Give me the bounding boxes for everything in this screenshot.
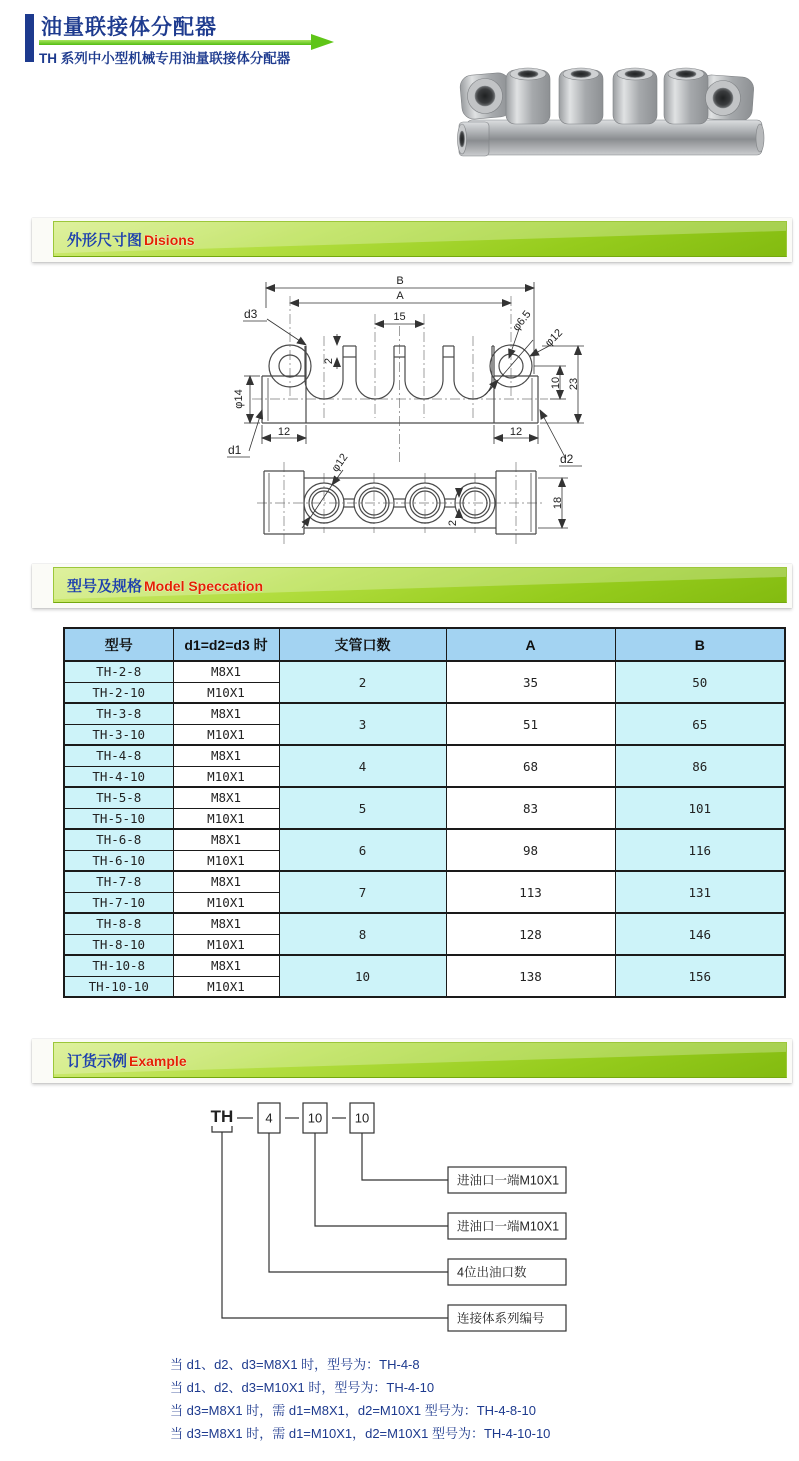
note-line: 当 d3=M8X1 时，需 d1=M10X1，d2=M10X1 型号为：TH-4-10-10	[170, 1426, 551, 1441]
table-row	[64, 661, 785, 682]
order-label-inlet-1: 进油口一端M10X1	[457, 1219, 560, 1234]
section-banner-models	[32, 564, 792, 608]
dimension-drawing	[222, 266, 600, 562]
table-header-row	[64, 628, 785, 661]
cell-thread: M8X1	[173, 703, 279, 724]
cell-thread: M10X1	[173, 976, 279, 997]
cell-a: 68	[446, 745, 615, 787]
section-title-zh: 订货示例	[67, 1053, 128, 1070]
table-row	[64, 703, 785, 724]
section-title-en: Example	[129, 1053, 187, 1069]
cell-model: TH-3-8	[64, 703, 173, 724]
cell-thread: M10X1	[173, 934, 279, 955]
cell-model: TH-4-8	[64, 745, 173, 766]
cell-a: 98	[446, 829, 615, 871]
order-code-2: 10	[307, 1110, 323, 1126]
cell-b: 50	[615, 661, 785, 703]
dim-label-12-right: 12	[509, 426, 523, 438]
cell-model: TH-10-10	[64, 976, 173, 997]
cell-thread: M10X1	[173, 724, 279, 745]
dim-label-d3: d3	[244, 307, 258, 321]
order-label-outlets: 4位出油口数	[457, 1265, 527, 1280]
page-subtitle: TH 系列中小型机械专用油量联接体分配器	[39, 51, 291, 66]
order-label-inlet-2: 进油口一端M10X1	[457, 1173, 560, 1188]
dim-label-A: A	[396, 290, 404, 302]
page-title: 油量联接体分配器	[41, 16, 217, 39]
cell-model: TH-10-8	[64, 955, 173, 976]
cell-b: 131	[615, 871, 785, 913]
dim-label-d1: d1	[228, 443, 242, 457]
cell-a: 113	[446, 871, 615, 913]
section-title-en: Disions	[144, 232, 195, 248]
cell-model: TH-5-10	[64, 808, 173, 829]
note-line: 当 d1、d2、d3=M8X1 时，型号为：TH-4-8	[170, 1357, 420, 1372]
cell-ports: 6	[279, 829, 446, 871]
section-banner-green	[53, 1042, 787, 1078]
cell-model: TH-7-10	[64, 892, 173, 913]
cell-model: TH-7-8	[64, 871, 173, 892]
table-row	[64, 745, 785, 766]
spec-table	[63, 627, 786, 998]
note-line: 当 d3=M8X1 时，需 d1=M8X1，d2=M10X1 型号为：TH-4-8-10	[170, 1403, 536, 1418]
header-accent-bar	[25, 14, 34, 62]
section-title-zh: 型号及规格	[67, 578, 143, 595]
cell-ports: 8	[279, 913, 446, 955]
cell-ports: 5	[279, 787, 446, 829]
order-code-1: 4	[265, 1110, 273, 1126]
table-row	[64, 913, 785, 934]
col-header-a: A	[446, 628, 615, 661]
dim-label-12-left: 12	[277, 426, 291, 438]
order-label-series: 连接体系列编号	[457, 1311, 545, 1326]
col-header-b: B	[615, 628, 785, 661]
dim-label-phi14: φ14	[233, 389, 245, 409]
cell-model: TH-4-10	[64, 766, 173, 787]
dim-label-2-top: 2	[447, 519, 459, 527]
cell-b: 101	[615, 787, 785, 829]
dim-label-B: B	[396, 275, 404, 287]
cell-thread: M8X1	[173, 787, 279, 808]
cell-a: 128	[446, 913, 615, 955]
col-header-thread: d1=d2=d3 时	[173, 628, 279, 661]
dim-label-phi65: φ6.5	[510, 308, 534, 334]
cell-b: 86	[615, 745, 785, 787]
cell-b: 156	[615, 955, 785, 997]
cell-thread: M8X1	[173, 955, 279, 976]
cell-b: 65	[615, 703, 785, 745]
cell-model: TH-3-10	[64, 724, 173, 745]
dim-label-18: 18	[552, 496, 564, 510]
cell-ports: 10	[279, 955, 446, 997]
order-code-3: 10	[354, 1110, 370, 1126]
cell-model: TH-8-8	[64, 913, 173, 934]
dim-label-phi12-front: φ12	[542, 326, 566, 350]
cell-model: TH-5-8	[64, 787, 173, 808]
table-row	[64, 955, 785, 976]
ordering-notes	[170, 1353, 550, 1445]
cell-b: 116	[615, 829, 785, 871]
cell-thread: M8X1	[173, 745, 279, 766]
green-arrow-icon	[39, 40, 312, 45]
cell-thread: M8X1	[173, 829, 279, 850]
section-banner-dimensions	[32, 218, 792, 262]
order-example-diagram	[185, 1098, 585, 1343]
cell-thread: M10X1	[173, 766, 279, 787]
cell-a: 51	[446, 703, 615, 745]
cell-thread: M10X1	[173, 850, 279, 871]
dim-label-10: 10	[550, 376, 562, 390]
cell-model: TH-6-10	[64, 850, 173, 871]
green-arrow-tip-icon	[311, 34, 334, 50]
dim-label-2: 2	[323, 357, 335, 365]
cell-a: 138	[446, 955, 615, 997]
table-row	[64, 871, 785, 892]
section-banner-example	[32, 1039, 792, 1083]
dim-label-23: 23	[568, 377, 580, 391]
cell-b: 146	[615, 913, 785, 955]
cell-model: TH-6-8	[64, 829, 173, 850]
cell-thread: M10X1	[173, 892, 279, 913]
cell-thread: M10X1	[173, 808, 279, 829]
cell-thread: M8X1	[173, 913, 279, 934]
cell-ports: 2	[279, 661, 446, 703]
dim-label-15: 15	[393, 311, 406, 323]
cell-thread: M8X1	[173, 871, 279, 892]
cell-thread: M10X1	[173, 682, 279, 703]
cell-ports: 7	[279, 871, 446, 913]
cell-model: TH-8-10	[64, 934, 173, 955]
cell-ports: 4	[279, 745, 446, 787]
table-row	[64, 787, 785, 808]
dim-label-phi12-top: φ12	[329, 451, 351, 475]
col-header-ports: 支管口数	[279, 628, 446, 661]
note-line: 当 d1、d2、d3=M10X1 时，型号为：TH-4-10	[170, 1380, 435, 1395]
cell-ports: 3	[279, 703, 446, 745]
cell-a: 83	[446, 787, 615, 829]
cell-model: TH-2-10	[64, 682, 173, 703]
section-banner-green	[53, 567, 787, 603]
table-row	[64, 829, 785, 850]
section-title-en: Model Speccation	[144, 578, 264, 594]
cell-thread: M8X1	[173, 661, 279, 682]
col-header-model: 型号	[64, 628, 173, 661]
cell-a: 35	[446, 661, 615, 703]
section-title-zh: 外形尺寸图	[67, 232, 143, 249]
cell-model: TH-2-8	[64, 661, 173, 682]
section-banner-green	[53, 221, 787, 257]
dim-label-d2: d2	[560, 452, 574, 466]
order-prefix: TH	[210, 1107, 234, 1126]
product-photo	[443, 58, 788, 174]
